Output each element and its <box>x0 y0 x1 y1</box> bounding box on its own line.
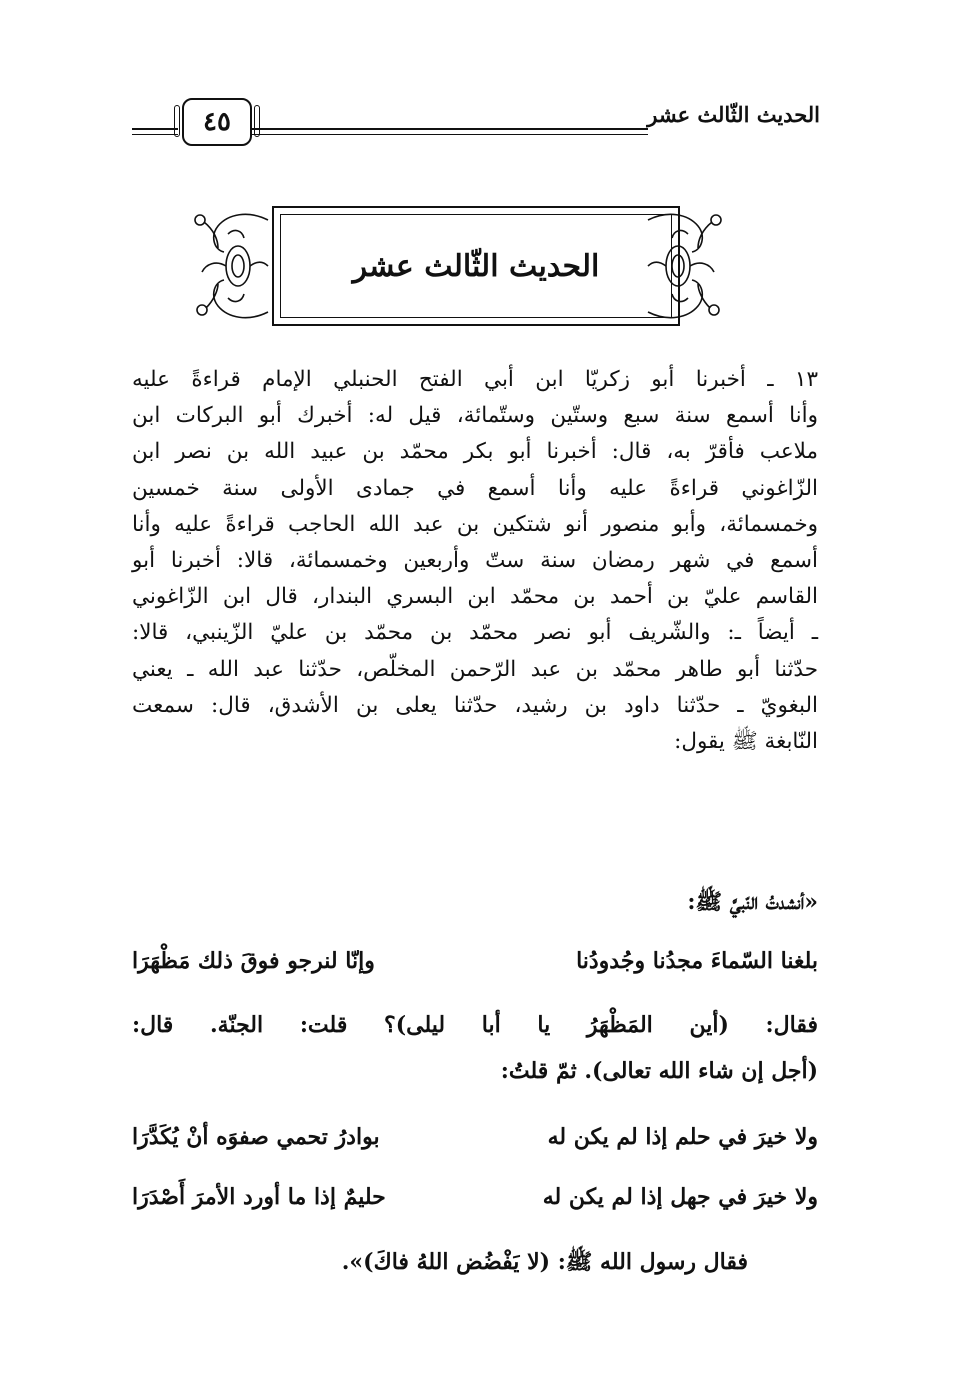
title-box <box>272 206 680 326</box>
verse-second-hemistich: حليمٌ إذا ما أورد الأمرَ أَصْدَرَا <box>132 1184 386 1210</box>
dialogue-line: (أجل إن شاء الله تعالى). ثمّ قلتُ: <box>500 1058 818 1084</box>
verse-first-hemistich: ولا خيرَ في جهل إذا لم يكن له <box>542 1184 818 1210</box>
header-rule <box>248 134 648 135</box>
header-rule <box>132 128 178 130</box>
text-line: ملاعب فأقرّ به، قال: أخبرنا أبو بكر محمّد بن عبيد الله بن نصر ابن <box>132 439 818 465</box>
chapter-title-frame <box>188 200 728 332</box>
verse-line <box>132 948 818 988</box>
text-line: وأنا أسمع سنة سبع وستّين وستّمائة، قيل له: أخبرك أبو البركات ابن <box>132 403 818 429</box>
header-rule <box>132 134 178 135</box>
verse-line <box>132 1124 818 1164</box>
page-number: ٤٥ <box>203 107 231 137</box>
closing-line: فقال رسول الله ﷺ: (لا يَفْضُض اللهُ فاكَ)». <box>341 1249 748 1275</box>
verse-first-hemistich: ولا خيرَ في حلم إذا لم يكن له <box>547 1124 818 1150</box>
text-line: الزّاغوني قراءةً عليه وأنا أسمع في جمادى الأولى سنة خمسين <box>132 475 818 501</box>
text-line: ١٣ ـ أخبرنا أبو زكريّا ابن أبي الفتح الحنبلي الإمام قراءةً عليه <box>132 367 818 392</box>
text-line: وخمسمائة، وأبو منصور أنو شتكين بن عبد الله الحاجب قراءةً عليه وأنا <box>132 511 818 537</box>
header-title: الحديث الثّالث عشر <box>647 102 820 127</box>
verse-line <box>132 1184 818 1224</box>
text-line: القاسم عليّ بن أحمد بن محمّد ابن البسري البندار، قال ابن الزّاغوني <box>132 584 818 610</box>
floral-ornament-icon <box>644 200 728 332</box>
text-line: حدّثنا أبو طاهر محمّد بن عبد الرّحمن المخلّص، حدّثنا عبد الله ـ يعني <box>132 656 818 682</box>
verse-first-hemistich: بلغنا السّماءَ مجدُنا وجُدودُنا <box>576 948 818 974</box>
running-header <box>120 88 820 158</box>
text-line: أسمع في شهر رمضان سنة ستّ وأربعين وخمسمائة، قالا: أخبرنا أبو <box>132 548 818 574</box>
quote-intro: «أنشدتُ النّبيَّ ﷺ: <box>687 889 818 915</box>
text-line: ـ أيضاً ـ: والشّريف أبو نصر محمّد بن محمّد بن عليّ الزّينبي، قالا: <box>132 620 818 646</box>
title-box-inner <box>280 214 672 318</box>
text-line: النّابغة ﷺ يقول: <box>674 729 818 755</box>
chapter-title: الحديث الثّالث عشر <box>352 248 600 284</box>
dialogue-line: فقال: (أين المَظْهَرُ يا أبا ليلى)؟ قلت: الجنّة. قال: <box>132 1012 818 1038</box>
hadith-text <box>132 362 818 760</box>
verse-second-hemistich: بوادرُ تحمي صفوَه أنْ يُكَدَّرَا <box>132 1124 380 1150</box>
page-number-badge <box>182 98 252 146</box>
header-rule <box>248 128 648 130</box>
text-line: البغويّ ـ حدّثنا داود بن رشيد، حدّثنا يعلى بن الأشدق، قال: سمعت <box>132 692 818 718</box>
floral-ornament-icon <box>188 200 272 332</box>
verse-second-hemistich: وإنّا لنرجو فوقَ ذلك مَظْهَرَا <box>132 948 375 974</box>
